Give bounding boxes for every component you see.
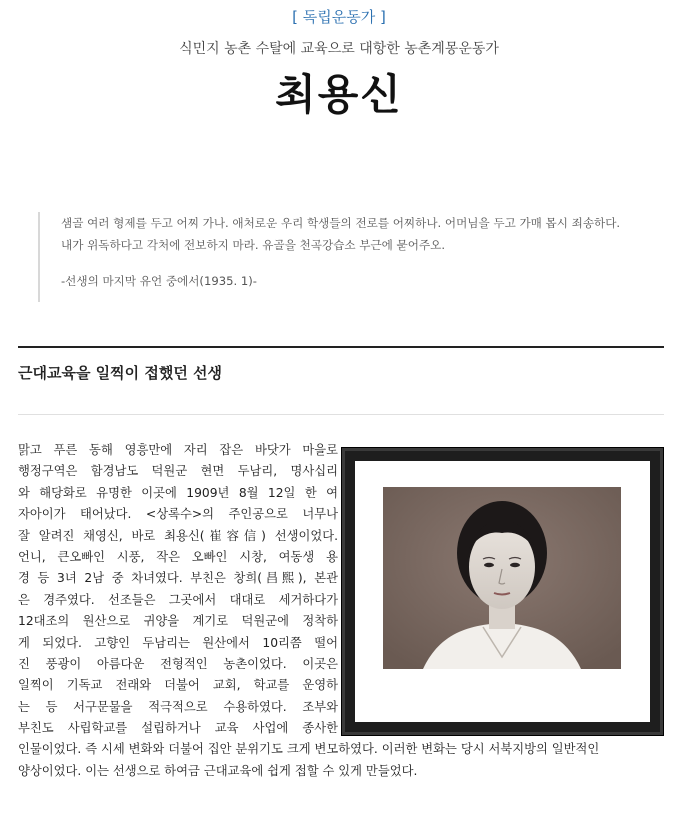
body-line: 부친도 사립학교를 설립하거나 교육 사업에 종사한 — [18, 721, 338, 736]
quote-source: -선생의 마지막 유언 중에서(1935. 1)- — [61, 274, 257, 288]
heading-divider — [18, 414, 664, 415]
body-line: 양상이었다. 이는 선생으로 하여금 근대교육에 쉽게 접할 수 있게 만들었다. — [18, 763, 418, 778]
portrait-mat — [355, 461, 650, 722]
body-line: 잘 알려진 채영신, 바로 최용신(崔容信) 선생이었다. — [18, 528, 338, 543]
quote-line: 샘골 여러 형제를 두고 어찌 가나. 애처로운 우리 학생들의 전로를 어찌하나. 어머님을 두고 가매 몹시 죄송하다. — [61, 216, 621, 230]
body-line: 진 풍광이 아름다운 전형적인 농촌이었다. 이곳은 — [18, 656, 338, 671]
body-line: 언니, 큰오빠인 시풍, 작은 오빠인 시창, 여동생 용 — [18, 549, 338, 564]
body-line: 인물이었다. 즉 시세 변화와 더불어 집안 분위기도 크게 변모하였다. 이러한 변화는 당시 서북지방의 일반적인 — [18, 742, 600, 757]
body-line: 12대조의 원산으로 귀양을 계기로 덕원군에 정착하 — [18, 614, 338, 629]
section-heading: 근대교육을 일찍이 접했던 선생 — [18, 364, 223, 382]
body-line: 행정구역은 함경남도 덕원군 현면 두남리, 명사십리 — [18, 464, 338, 479]
portrait-illustration — [383, 487, 621, 669]
quote-block — [38, 212, 663, 302]
portrait-frame — [341, 447, 664, 736]
body-line: 게 되었다. 고향인 두남리는 원산에서 10리쯤 떨어 — [18, 635, 338, 650]
quote-line: 내가 위독하다고 각처에 전보하지 마라. 유골을 천곡강습소 부근에 묻어주오. — [61, 238, 446, 252]
body-line: 경 등 3녀 2남 중 차녀였다. 부친은 창희(昌熙), 본관 — [18, 571, 338, 586]
section-divider — [18, 346, 664, 348]
portrait-photo — [383, 487, 621, 669]
body-line: 은 경주였다. 선조들은 그곳에서 대대로 세거하다가 — [18, 592, 338, 607]
body-line: 와 해당화로 유명한 이곳에 1909년 8월 12일 한 여 — [18, 485, 338, 500]
body-line: 는 등 서구문물을 적극적으로 수용하였다. 조부와 — [18, 699, 338, 714]
page-subtitle: 식민지 농촌 수탈에 교육으로 대항한 농촌계몽운동가 — [179, 41, 499, 57]
body-line: 자아이가 태어났다. <상록수>의 주인공으로 너무나 — [18, 507, 338, 522]
page-title: 최용신 — [275, 70, 403, 119]
body-line: 일찍이 기독교 전래와 더불어 교회, 학교를 운영하 — [18, 678, 338, 693]
body-line: 맑고 푸른 동해 영흥만에 자리 잡은 바닷가 마을로 — [18, 443, 338, 457]
category-label: [ 독립운동가 ] — [292, 8, 386, 26]
